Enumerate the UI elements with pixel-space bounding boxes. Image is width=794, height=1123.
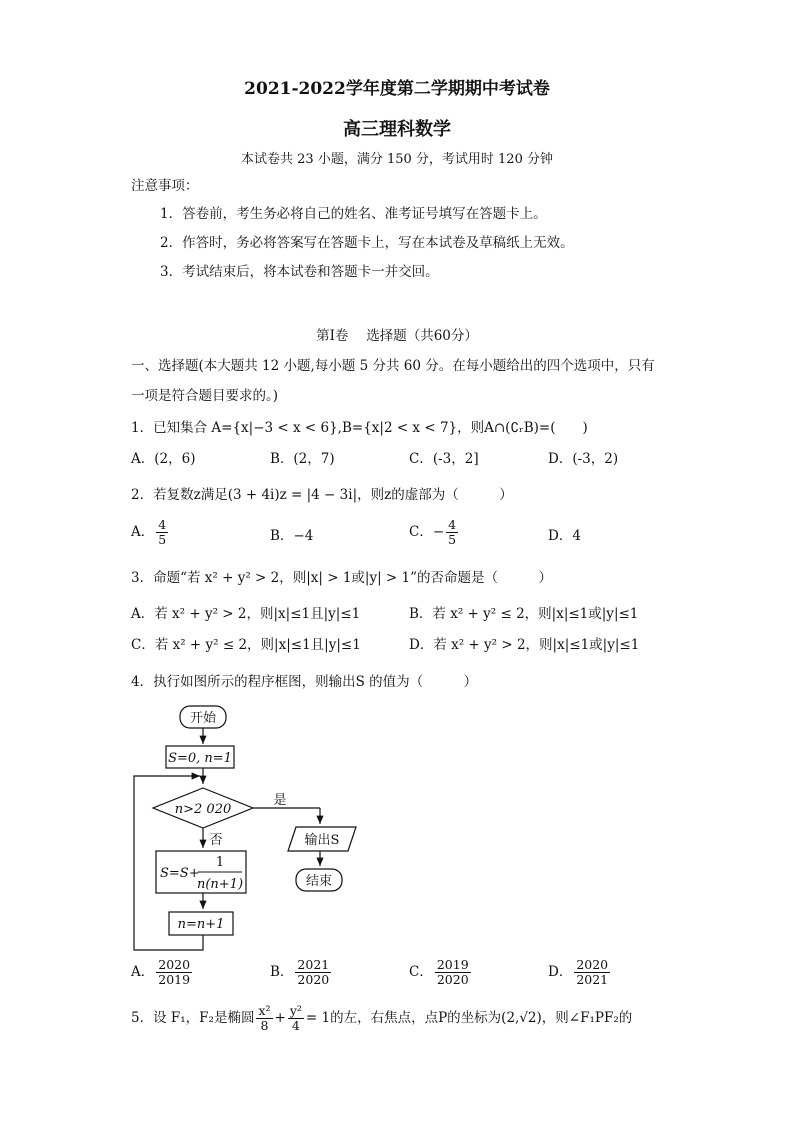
q4-b-denominator: 2020 xyxy=(297,972,330,987)
q5-x-numerator: x² xyxy=(258,1003,271,1018)
q1-option-d: D．(-3，2) xyxy=(548,451,619,467)
q2-c-denominator: 5 xyxy=(448,532,457,547)
q4-c-denominator: 2020 xyxy=(436,972,469,987)
q5-plus: + xyxy=(274,1010,286,1026)
q2-option-c xyxy=(409,518,460,547)
flow-init-label: S=0, n=1 xyxy=(168,751,232,766)
q4-d-denominator: 2021 xyxy=(576,972,609,987)
q4-b-label: B． xyxy=(270,964,294,980)
q4-a-numerator: 2020 xyxy=(158,957,191,972)
q4-a-label: A． xyxy=(131,964,155,980)
section-intro: 一、选择题(本大题共 12 小题,每小题 5 分共 60 分。在每小题给出的四个选项中，只有 xyxy=(131,358,655,374)
notes-heading: 注意事项： xyxy=(131,178,199,194)
flow-yes-label: 是 xyxy=(273,793,287,808)
q2-c-fraction xyxy=(446,518,458,547)
q1-option-b: B．(2，7) xyxy=(270,451,335,467)
q4-a-fraction xyxy=(156,958,192,987)
q4-a-denominator: 2019 xyxy=(158,972,191,987)
q4-c-fraction xyxy=(435,958,471,987)
q3-option-c: C．若 x² + y² ≤ 2，则|x|≤1且|y|≤1 xyxy=(131,637,361,653)
flow-incr-label: n=n+1 xyxy=(177,917,225,932)
flow-cond-label: n>2 020 xyxy=(174,802,232,817)
q4-d-fraction xyxy=(574,958,610,987)
q2-c-numerator: 4 xyxy=(448,517,457,532)
q5-fraction-x xyxy=(256,1004,272,1033)
q2-c-label: C．− xyxy=(409,524,445,540)
q4-c-label: C． xyxy=(409,964,433,980)
q2-a-fraction xyxy=(156,518,168,547)
question-5-stem xyxy=(131,1004,632,1033)
q4-option-a xyxy=(131,958,194,987)
flow-no-label: 否 xyxy=(209,833,223,848)
q1-option-a: A．(2，6) xyxy=(131,451,196,467)
q4-d-label: D． xyxy=(548,964,573,980)
flow-update-numerator: 1 xyxy=(215,855,225,870)
section-title: 第Ⅰ卷 选择题（共60分） xyxy=(316,328,478,344)
q5-fraction-y xyxy=(288,1004,304,1033)
q4-option-c xyxy=(409,958,473,987)
section-intro-cont: 一项是符合题目要求的。) xyxy=(131,388,279,404)
q2-a-numerator: 4 xyxy=(158,517,167,532)
q5-x-denominator: 8 xyxy=(260,1018,269,1033)
q3-option-a: A．若 x² + y² > 2，则|x|≤1且|y|≤1 xyxy=(131,606,361,622)
exam-info: 本试卷共 23 小题，满分 150 分，考试用时 120 分钟 xyxy=(241,152,553,167)
note-item: 3．考试结束后，将本试卷和答题卡一并交回。 xyxy=(160,264,439,280)
q3-option-d: D．若 x² + y² > 2，则|x|≤1或|y|≤1 xyxy=(409,637,640,653)
q5-text-start: 5．设 F₁，F₂是椭圆 xyxy=(131,1010,255,1026)
note-item: 1．答卷前，考生务必将自己的姓名、准考证号填写在答题卡上。 xyxy=(160,206,547,222)
q2-a-denominator: 5 xyxy=(158,532,167,547)
q4-option-b xyxy=(270,958,333,987)
q2-option-d: D．4 xyxy=(548,528,581,544)
q2-option-a xyxy=(131,518,170,547)
q4-b-fraction xyxy=(295,958,331,987)
flow-start-label: 开始 xyxy=(189,711,217,726)
q5-y-denominator: 4 xyxy=(291,1018,300,1033)
exam-subject: 高三理科数学 xyxy=(343,119,451,140)
q5-y-numerator: y² xyxy=(289,1003,302,1018)
question-2-stem: 2．若复数z满足(3 + 4i)z = |4 − 3i|，则z的虚部为（ ） xyxy=(131,487,513,503)
program-flowchart xyxy=(120,700,380,960)
flow-output-label: 输出S xyxy=(304,833,340,848)
question-4-stem: 4．执行如图所示的程序框图，则输出S 的值为（ ） xyxy=(131,674,478,690)
exam-title: 2021-2022学年度第二学期期中考试卷 xyxy=(244,79,550,99)
question-1-stem: 1．已知集合 A={x|−3 < x < 6},B={x|2 < x < 7}，则A∩(∁ᵣB)=( ) xyxy=(131,420,588,436)
flow-update-prefix: S=S+ xyxy=(160,866,200,881)
q4-d-numerator: 2020 xyxy=(576,957,609,972)
q4-option-d xyxy=(548,958,612,987)
q2-option-b: B．−4 xyxy=(270,528,314,544)
q5-text-end: = 1的左，右焦点，点P的坐标为(2,√2)，则∠F₁PF₂的 xyxy=(305,1010,633,1026)
note-item: 2．作答时，务必将答案写在答题卡上，写在本试卷及草稿纸上无效。 xyxy=(160,235,574,251)
q1-option-c: C．(-3，2] xyxy=(409,451,479,467)
q2-a-label: A． xyxy=(131,524,155,540)
flow-update-denominator: n(n+1) xyxy=(196,877,244,892)
flow-end-label: 结束 xyxy=(305,874,333,889)
q4-c-numerator: 2019 xyxy=(436,957,469,972)
q3-option-b: B．若 x² + y² ≤ 2，则|x|≤1或|y|≤1 xyxy=(409,606,639,622)
question-3-stem: 3．命题“若 x² + y² > 2，则|x| > 1或|y| > 1”的否命题是（ ） xyxy=(131,570,553,586)
q4-b-numerator: 2021 xyxy=(297,957,330,972)
